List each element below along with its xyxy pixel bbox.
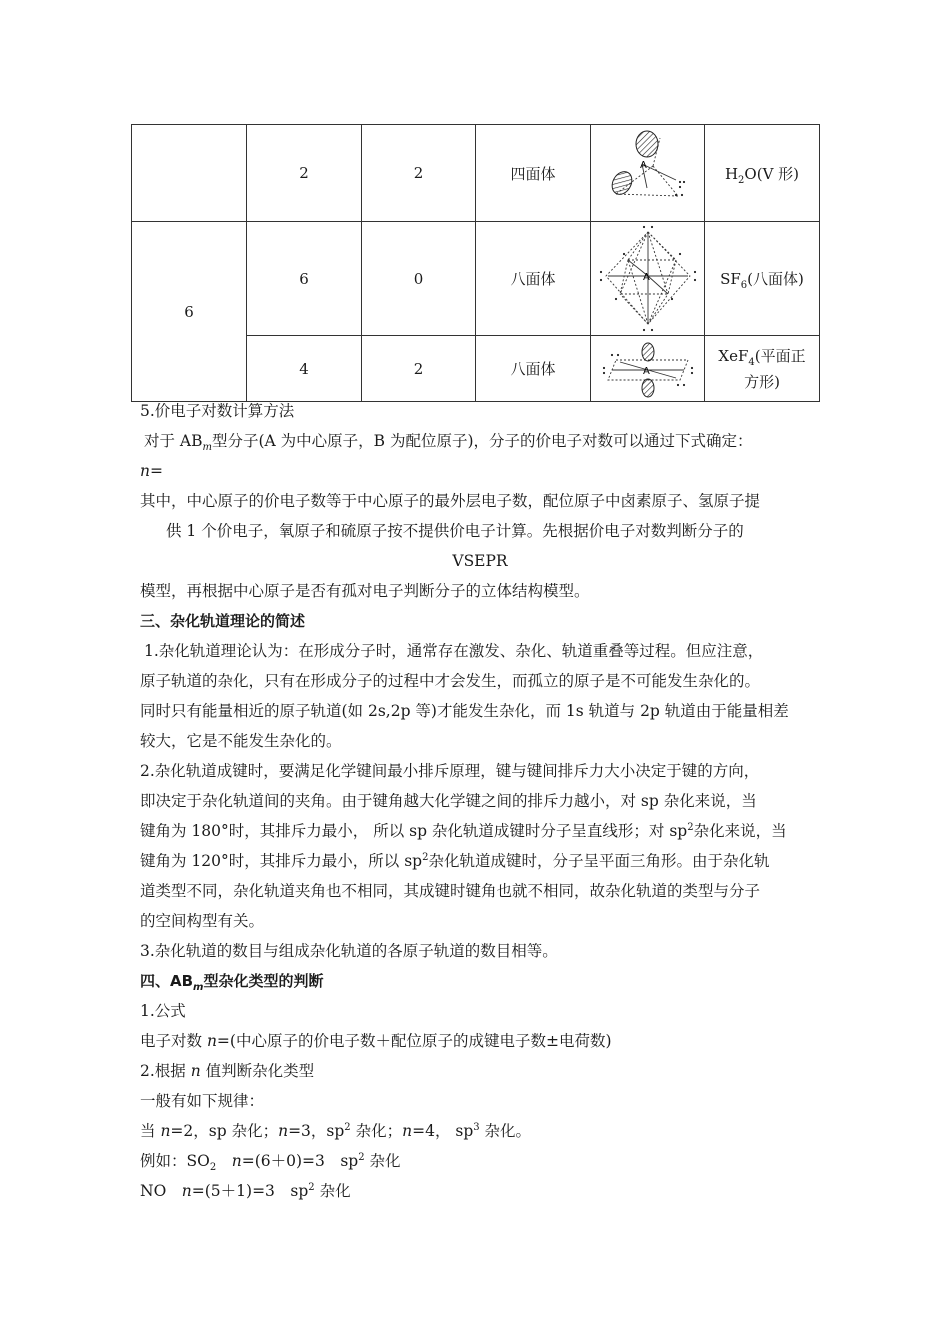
paragraph-line: 同时只有能量相近的原子轨道(如 2s,2p 等)才能发生杂化，而 1s 轨道与 2p 轨道由于能量相差 bbox=[140, 702, 789, 720]
formula-line: 电子对数 n=(中心原子的价电子数＋配位原子的成键电子数±电荷数) bbox=[140, 1032, 612, 1050]
table-cell: 0 bbox=[362, 222, 476, 336]
formula-line: n= bbox=[140, 462, 163, 480]
table-cell: 八面体 bbox=[476, 336, 591, 402]
paragraph-line: 3.杂化轨道的数目与组成杂化轨道的各原子轨道的数目相等。 bbox=[140, 942, 558, 960]
paragraph-line: 当 n=2，sp 杂化；n=3，$sp^2$ 杂化；n=4， $sp^3$ 杂化。 bbox=[140, 1121, 532, 1140]
paragraph-line: 1.公式 bbox=[140, 1002, 186, 1020]
table-cell: 4 bbox=[247, 336, 362, 402]
example-line: 例如：$SO_2$ n=(6＋0)=3 $sp^2$ 杂化 bbox=[140, 1151, 401, 1174]
example-line: NO n=(5＋1)=3 $sp^2$ 杂化 bbox=[140, 1181, 351, 1200]
vsepr-table bbox=[131, 124, 820, 402]
paragraph-line: 即决定于杂化轨道间的夹角。由于键角越大化学键之间的排斥力越小，对 sp 杂化来说，当 bbox=[140, 792, 757, 810]
paragraph-line: 键角为 180°时，其排斥力最小， 所以 sp 杂化轨道成键时分子呈直线形；对 $sp^2$杂化来说，当 bbox=[140, 821, 787, 840]
square-planar-diagram-cell bbox=[591, 336, 705, 402]
table-cell: 2 bbox=[362, 125, 476, 222]
paragraph-line: 道类型不同，杂化轨道夹角也不相同，其成键时键角也就不相同，故杂化轨道的类型与分子 bbox=[140, 882, 761, 900]
paragraph-line: 1.杂化轨道理论认为：在形成分子时，通常存在激发、杂化、轨道重叠等过程。但应注意， bbox=[144, 642, 764, 660]
paragraph-line: 一般有如下规律： bbox=[140, 1092, 265, 1110]
paragraph-line: 模型，再根据中心原子是否有孤对电子判断分子的立体结构模型。 bbox=[140, 582, 590, 600]
molecule-label: XeF$_4$(平面正 方形) bbox=[705, 336, 820, 402]
table-row bbox=[132, 125, 820, 222]
molecule-label: $SF_6$(八面体) bbox=[705, 222, 820, 336]
section-heading: 三、杂化轨道理论的简述 bbox=[140, 612, 306, 630]
section-heading: 5.价电子对数计算方法 bbox=[140, 402, 295, 420]
table-cell-empty bbox=[132, 125, 247, 222]
square-planar-lone-pair-diagram bbox=[598, 338, 698, 400]
paragraph-line: 键角为 120°时，其排斥力最小，所以 $sp^2$杂化轨道成键时，分子呈平面三角形。由于杂化轨 bbox=[140, 851, 770, 870]
table-cell: 八面体 bbox=[476, 222, 591, 336]
paragraph-line: 2.杂化轨道成键时，要满足化学键间最小排斥原理，键与键间排斥力大小决定于键的方向， bbox=[140, 762, 760, 780]
paragraph-line: 原子轨道的杂化，只有在形成分子的过程中才会发生，而孤立的原子是不可能发生杂化的。 bbox=[140, 672, 761, 690]
table-cell: 6 bbox=[132, 222, 247, 402]
paragraph-line: 2.根据 n 值判断杂化类型 bbox=[140, 1062, 315, 1080]
central-atom-label: A bbox=[639, 159, 647, 171]
paragraph-line: 供 1 个价电子，氧原子和硫原子按不提供价电子计算。先根据价电子对数判断分子的 bbox=[166, 522, 744, 540]
molecule-label: $H_2O(V$ 形) bbox=[705, 125, 820, 222]
table-cell: 2 bbox=[362, 336, 476, 402]
paragraph-line: 对于 $AB_m$型分子(A 为中心原子，B 为配位原子)，分子的价电子对数可以通过下式确定： bbox=[144, 432, 753, 454]
central-atom-label: A bbox=[642, 271, 650, 283]
tetrahedral-lone-pair-diagram bbox=[598, 126, 698, 221]
paragraph-line: 其中，中心原子的价电子数等于中心原子的最外层电子数，配位原子中卤素原子、氢原子提 bbox=[140, 492, 761, 510]
central-atom-label: A bbox=[642, 365, 650, 377]
table-cell: 2 bbox=[247, 125, 362, 222]
section-heading: 四、$AB_m$型杂化类型的判断 bbox=[140, 972, 324, 993]
paragraph-line: 的空间构型有关。 bbox=[140, 912, 265, 930]
octahedral-diagram bbox=[598, 224, 698, 334]
body-text bbox=[140, 396, 820, 1206]
table-row bbox=[132, 222, 820, 336]
octahedral-diagram-cell bbox=[591, 222, 705, 336]
tetrahedral-diagram-cell bbox=[591, 125, 705, 222]
table-cell: 四面体 bbox=[476, 125, 591, 222]
table-cell: 6 bbox=[247, 222, 362, 336]
paragraph-line: 较大，它是不能发生杂化的。 bbox=[140, 732, 342, 750]
paragraph-line: VSEPR bbox=[452, 552, 508, 570]
